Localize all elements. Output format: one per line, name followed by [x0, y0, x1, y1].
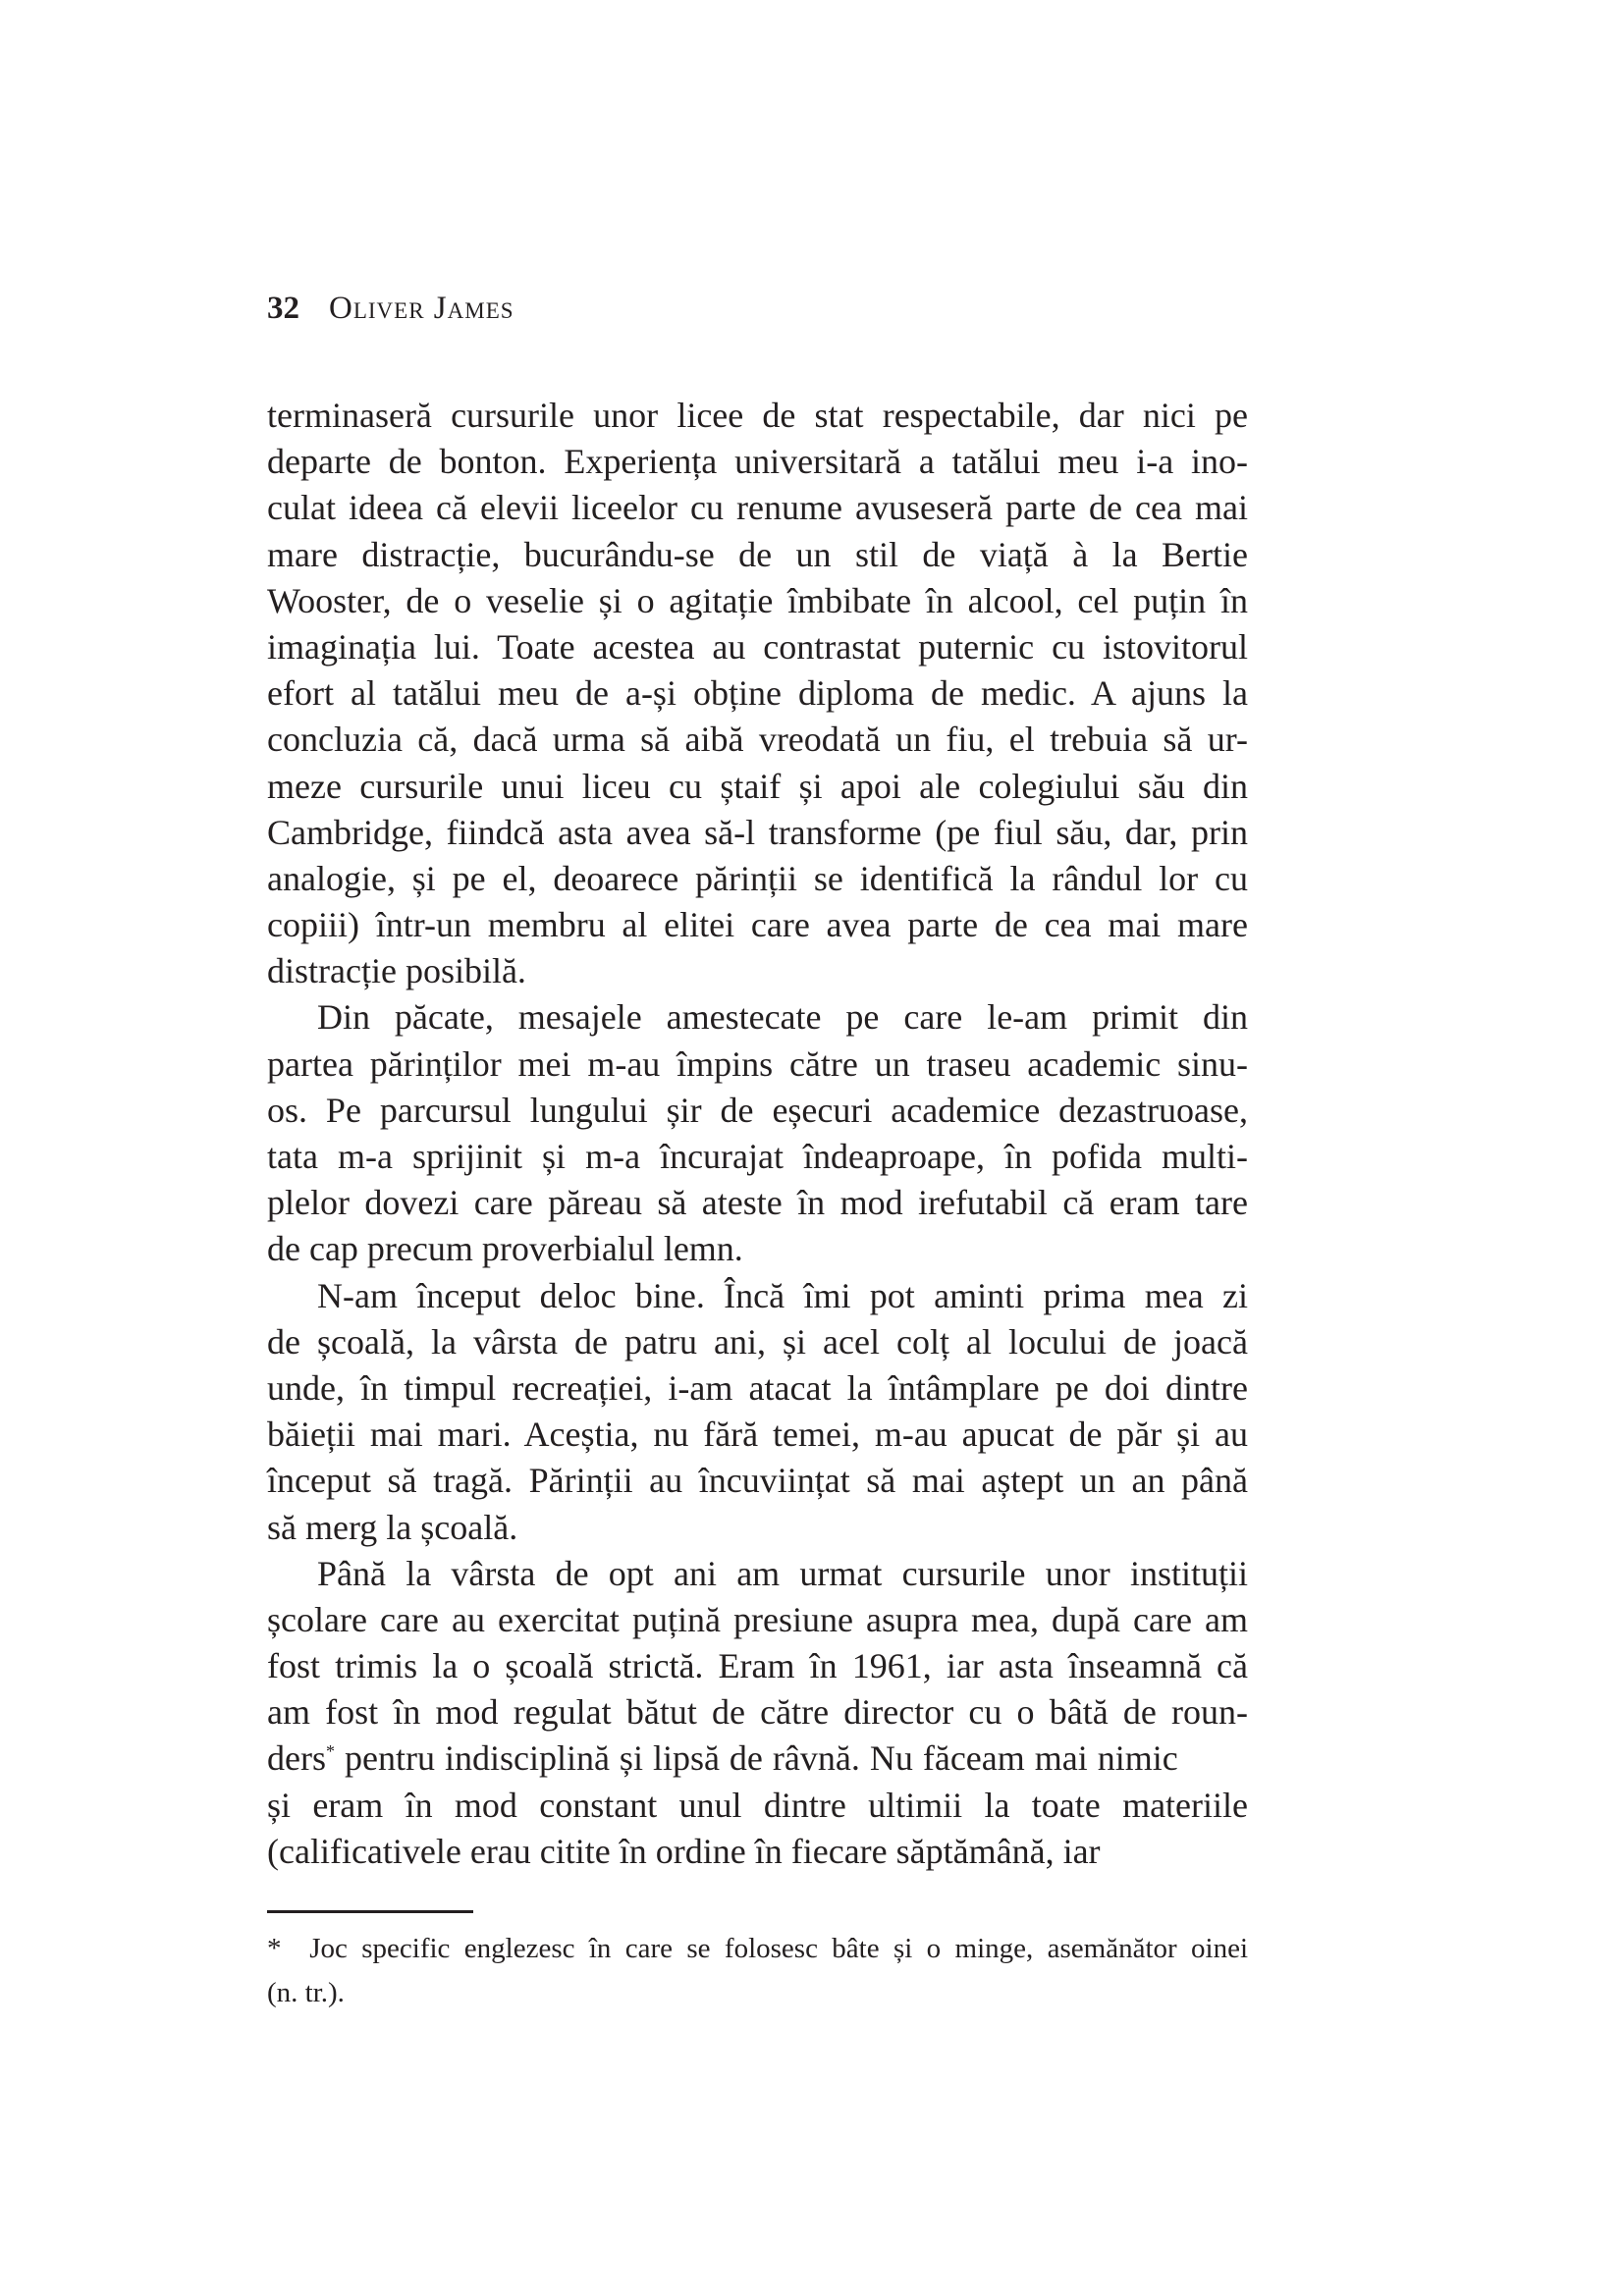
text-line: de cap precum proverbialul lemn.: [267, 1229, 743, 1269]
page-number: 32: [267, 291, 299, 326]
text-line: analogie, și pe el, deoarece părinții se identifică la rândul lor cu: [267, 858, 1248, 898]
text-line: Wooster, de o veselie și o agitație îmbibate în alcool, cel puțin în: [267, 580, 1248, 620]
text-line: (calificativele erau citite în ordine în fiecare săptămână, iar: [267, 1831, 1101, 1871]
footnote-separator: [267, 1910, 473, 1913]
text-fragment: ders: [267, 1738, 326, 1779]
text-line: distracție posibilă.: [267, 951, 526, 991]
text-line: să merg la școală.: [267, 1507, 518, 1547]
footnote-line: (n. tr.).: [267, 1977, 345, 2008]
text-line: terminaseră cursurile unor licee de stat respectabile, dar nici pe: [267, 396, 1248, 435]
text-line: concluzia că, dacă urma să aibă vreodată un fiu, el trebuia să ur-: [267, 720, 1248, 760]
body-text: [267, 393, 1248, 1875]
text-fragment: pentru indisciplină și lipsă de râvnă. Nu făceam mai nimic: [334, 1738, 1178, 1779]
text-line: culat ideea că elevii liceelor cu renume avuseseră parte de cea mai: [267, 488, 1248, 528]
text-line: mare distracție, bucurându-se de un stil de viață à la Bertie: [267, 534, 1248, 574]
text-line: imaginația lui. Toate acestea au contrastat puternic cu istovitorul: [267, 626, 1248, 667]
text-line: partea părinților mei m-au împins către un traseu academic sinu-: [267, 1043, 1248, 1084]
text-line: de școală, la vârsta de patru ani, și acel colț al locului de joacă: [267, 1321, 1248, 1362]
text-line: [267, 1735, 1248, 1782]
text-line: copiii) într-un membru al elitei care avea parte de cea mai mare: [267, 905, 1248, 945]
text-line: meze cursurile unui liceu cu ștaif și apoi ale colegiului său din: [267, 766, 1248, 806]
text-line: N-am început deloc bine. Încă îmi pot aminti prima mea zi: [317, 1275, 1248, 1315]
text-line: plelor dovezi care păreau să ateste în mod irefutabil că eram tare: [267, 1183, 1248, 1223]
running-header: [267, 291, 514, 327]
text-line: Până la vârsta de opt ani am urmat cursurile unor instituții: [317, 1553, 1248, 1593]
footnote-marker: *: [267, 1933, 282, 1964]
text-line: școlare care au exercitat puțină presiune asupra mea, după care am: [267, 1599, 1248, 1639]
text-line: unde, în timpul recreației, i-am atacat la întâmplare pe doi dintre: [267, 1367, 1248, 1408]
text-line: început să tragă. Părinții au încuviințat să mai aștept un an până: [267, 1461, 1248, 1501]
text-line: departe de bonton. Experiența universitară a tatălui meu i-a ino-: [267, 442, 1248, 482]
text-line: fost trimis la o școală strictă. Eram în 1961, iar asta înseamnă că: [267, 1646, 1248, 1686]
text-line: os. Pe parcursul lungului șir de eșecuri academice dezastruoase,: [267, 1090, 1248, 1130]
text-line: tata m-a sprijinit și m-a încurajat îndeaproape, în pofida multi-: [267, 1137, 1248, 1176]
text-line: Cambridge, fiindcă asta avea să-l transforme (pe fiul său, dar, prin: [267, 812, 1248, 852]
footnote-reference[interactable]: *: [325, 1741, 335, 1762]
text-line: efort al tatălui meu de a-și obține diploma de medic. A ajuns la: [267, 673, 1248, 714]
footnote-line: [267, 1927, 1248, 1971]
text-line: băieții mai mari. Aceștia, nu fără temei, m-au apucat de păr și au: [267, 1415, 1248, 1455]
footnote-text: Joc specific englezesc în care se folosesc bâte și o minge, asemănător oinei: [309, 1933, 1249, 1964]
running-head-author: Oliver James: [329, 291, 514, 326]
footnote: [267, 1927, 1248, 2015]
text-line: și eram în mod constant unul dintre ultimii la toate materiile: [267, 1785, 1248, 1825]
text-line: Din păcate, mesajele amestecate pe care le-am primit din: [317, 997, 1248, 1038]
text-line: am fost în mod regulat bătut de către director cu o bâtă de roun-: [267, 1692, 1248, 1733]
